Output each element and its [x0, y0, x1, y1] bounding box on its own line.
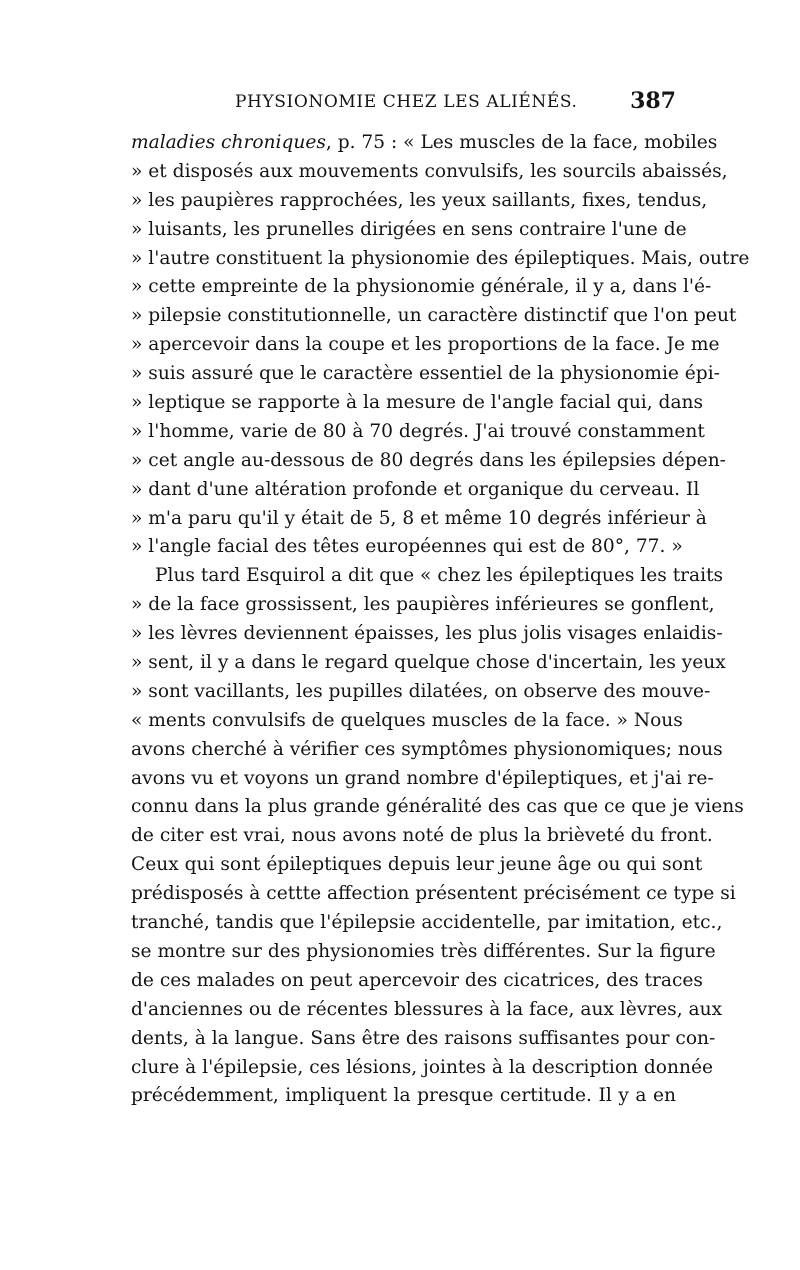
text-line: » les lèvres deviennent épaisses, les plus jolis visages enlaidis-: [131, 623, 723, 645]
text-line: » les paupières rapprochées, les yeux saillants, fixes, tendus,: [131, 189, 708, 211]
text-line: » cet angle au-dessous de 80 degrés dans les épilepsies dépen-: [131, 449, 726, 471]
text-line: tranché, tandis que l'épilepsie accidentelle, par imitation, etc.,: [131, 912, 723, 934]
text-line: » suis assuré que le caractère essentiel de la physionomie épi-: [131, 363, 720, 385]
text-line: précédemment, impliquent la presque certitude. Il y a en: [131, 1085, 676, 1107]
text-line: « ments convulsifs de quelques muscles de la face. » Nous: [131, 709, 683, 731]
text-line: » dant d'une altération profonde et organique du cerveau. Il: [131, 478, 700, 500]
text-line: » l'homme, varie de 80 à 70 degrés. J'ai trouvé constamment: [131, 420, 705, 442]
text-line: avons vu et voyons un grand nombre d'épileptiques, et j'ai re-: [131, 767, 714, 789]
text-line: » pilepsie constitutionnelle, un caractère distinctif que l'on peut: [131, 305, 737, 327]
running-head: [131, 88, 676, 122]
body-text: [131, 129, 750, 1111]
text-line-1-rest: , p. 75 : « Les muscles de la face, mobiles: [325, 132, 718, 153]
running-title: PHYSIONOMIE CHEZ LES ALIÉNÉS.: [235, 92, 578, 112]
text-line: » m'a paru qu'il y était de 5, 8 et même 10 degrés inférieur à: [131, 507, 707, 529]
text-line: clure à l'épilepsie, ces lésions, jointes à la description donnée: [131, 1056, 713, 1078]
text-line: de ces malades on peut apercevoir des cicatrices, des traces: [131, 969, 703, 991]
text-line: prédisposés à cettte affection présentent précisément ce type si: [131, 883, 736, 905]
text-line: » l'angle facial des têtes européennes qui est de 80°, 77. »: [131, 536, 683, 558]
text-line: » cette empreinte de la physionomie générale, il y a, dans l'é-: [131, 276, 712, 298]
text-line: dents, à la langue. Sans être des raisons suffisantes pour con-: [131, 1027, 716, 1049]
text-line: » sont vacillants, les pupilles dilatées, on observe des mouve-: [131, 680, 711, 702]
text-line: » leptique se rapporte à la mesure de l'angle facial qui, dans: [131, 392, 704, 414]
paragraph-start-line: Plus tard Esquirol a dit que « chez les épileptiques les traits: [155, 565, 724, 587]
text-line: d'anciennes ou de récentes blessures à la face, aux lèvres, aux: [131, 998, 723, 1020]
text-line: Ceux qui sont épileptiques depuis leur jeune âge ou qui sont: [131, 854, 703, 876]
text-line: de citer est vrai, nous avons noté de plus la brièveté du front.: [131, 825, 713, 847]
text-line: » et disposés aux mouvements convulsifs, les sourcils abaissés,: [131, 160, 728, 182]
text-line: se montre sur des physionomies très différentes. Sur la figure: [131, 940, 716, 962]
text-line: » luisants, les prunelles dirigées en sens contraire l'une de: [131, 218, 687, 240]
page-number: 387: [630, 88, 676, 114]
text-line: connu dans la plus grande généralité des cas que ce que je viens: [131, 796, 744, 818]
italic-citation: maladies chroniques: [131, 132, 326, 153]
text-line: » apercevoir dans la coupe et les proportions de la face. Je me: [131, 334, 720, 356]
text-line: avons cherché à vérifier ces symptômes physionomiques; nous: [131, 738, 723, 760]
text-line: » de la face grossissent, les paupières inférieures se gonflent,: [131, 594, 715, 616]
text-line-1: [131, 129, 718, 158]
text-line: » sent, il y a dans le regard quelque chose d'incertain, les yeux: [131, 652, 726, 674]
text-line: » l'autre constituent la physionomie des épileptiques. Mais, outre: [131, 247, 750, 269]
